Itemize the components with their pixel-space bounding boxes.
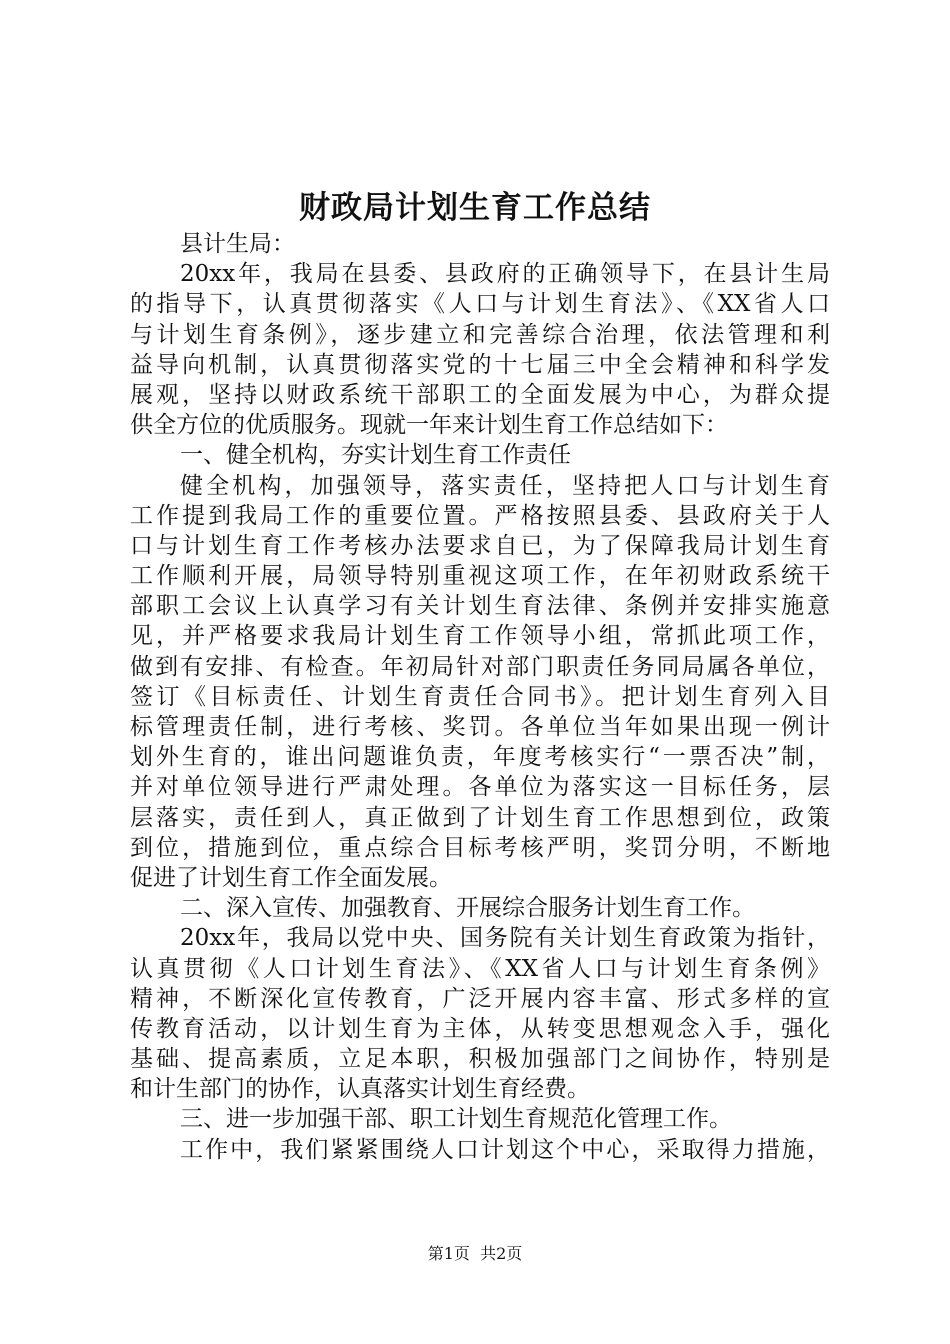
text-line: 层落实，责任到人，真正做到了计划生育工作思想到位，政策 (130, 804, 830, 831)
text-line: 展观，坚持以财政系统干部职工的全面发展为中心，为群众提 (130, 381, 830, 408)
text-line: 县计生局： (180, 231, 295, 257)
text-line: 健全机构，加强领导，落实责任，坚持把人口与计划生育 (180, 472, 830, 499)
text-line: 的指导下，认真贯彻落实《人口与计划生育法》、《XX省人口 (130, 291, 830, 318)
text-line: 供全方位的优质服务。现就一年来计划生育工作总结如下： (130, 412, 728, 439)
text-line: 传教育活动，以计划生育为主体，从转变思想观念入手，强化 (130, 1015, 830, 1042)
document-body (130, 229, 830, 1165)
text-line: 一、健全机构，夯实计划生育工作责任 (180, 442, 571, 469)
text-line: 口与计划生育工作考核办法要求自已，为了保障我局计划生育 (130, 532, 830, 559)
text-line: 划外生育的，谁出问题谁负责，年度考核实行“一票否决”制， (130, 744, 830, 771)
text-line: 精神，不断深化宣传教育，广泛开展内容丰富、形式多样的宣 (130, 985, 830, 1012)
document-title: 财政局计划生育工作总结 (299, 190, 651, 226)
text-line: 工作提到我局工作的重要位置。严格按照县委、县政府关于人 (130, 502, 830, 529)
text-line: 部职工会议上认真学习有关计划生育法律、条例并安排实施意 (130, 593, 830, 620)
text-line: 到位，措施到位，重点综合目标考核严明，奖罚分明，不断地 (130, 834, 830, 861)
text-line: 20xx年，我局在县委、县政府的正确领导下，在县计生局 (180, 261, 830, 288)
text-line: 认真贯彻《人口计划生育法》、《XX省人口与计划生育条例》 (130, 955, 830, 982)
text-line: 促进了计划生育工作全面发展。 (130, 864, 452, 891)
text-line: 工作中，我们紧紧围绕人口计划这个中心，采取得力措施， (180, 1136, 830, 1163)
text-line: 基础、提高素质，立足本职，积极加强部门之间协作，特别是 (130, 1046, 830, 1073)
text-line: 工作顺利开展，局领导特别重视这项工作，在年初财政系统干 (130, 563, 830, 590)
text-line: 与计划生育条例》，逐步建立和完善综合治理，依法管理和利 (130, 321, 830, 348)
page-footer (0, 1243, 950, 1265)
text-line: 并对单位领导进行严肃处理。各单位为落实这一目标任务，层 (130, 774, 830, 801)
text-line: 三、进一步加强干部、职工计划生育规范化管理工作。 (180, 1106, 732, 1133)
page-number-label: 第1页 共2页 (427, 1244, 523, 1263)
text-line: 见，并严格要求我局计划生育工作领导小组，常抓此项工作， (130, 623, 830, 650)
text-line: 和计生部门的协作，认真落实计划生育经费。 (130, 1076, 590, 1103)
text-line: 标管理责任制，进行考核、奖罚。各单位当年如果出现一例计 (130, 714, 830, 740)
text-line: 做到有安排、有检查。年初局针对部门职责任务同局属各单位， (130, 653, 830, 680)
text-line: 益导向机制，认真贯彻落实党的十七届三中全会精神和科学发 (130, 351, 830, 378)
text-line: 签订《目标责任、计划生育责任合同书》。把计划生育列入目 (130, 683, 830, 710)
text-line: 20xx年，我局以党中央、国务院有关计划生育政策为指针， (180, 925, 830, 952)
text-line: 二、深入宣传、加强教育、开展综合服务计划生育工作。 (180, 895, 755, 922)
